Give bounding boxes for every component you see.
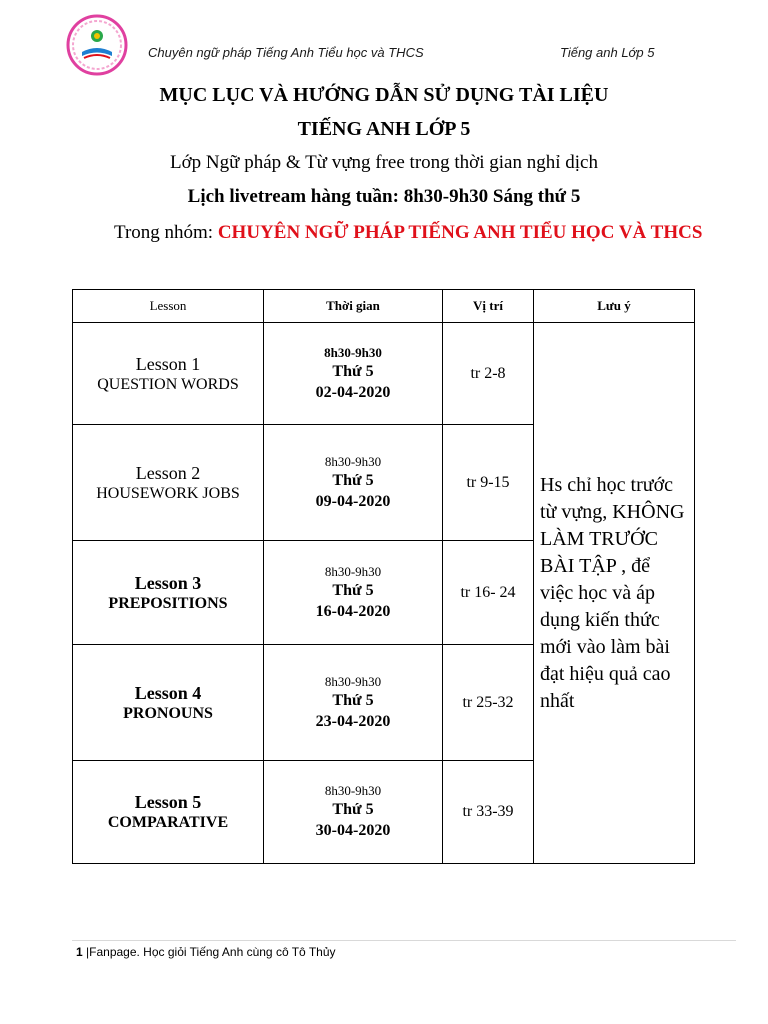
document-title: MỤC LỤC VÀ HƯỚNG DẪN SỬ DỤNG TÀI LIỆU [159,84,609,106]
lesson-date: 02-04-2020 [315,383,391,401]
lesson-number: Lesson 5 [134,792,202,812]
page-range: tr 2-8 [443,323,534,425]
lesson-time: 8h30-9h30 [324,673,382,689]
header-lesson: Lesson [73,290,264,323]
page-range: tr 9-15 [443,425,534,541]
study-note: Hs chỉ học trước từ vựng, KHÔNG LÀM TRƯỚC BÀI TẬP , để việc học và áp dụng kiến thức mới vào làm bài đạt hiệu quả cao nhất [534,323,695,864]
lesson-time: 8h30-9h30 [324,453,382,469]
footer-divider [72,940,736,941]
lesson-topic: PREPOSITIONS [108,594,228,612]
group-name: CHUYÊN NGỮ PHÁP TIẾNG ANH TIỂU HỌC VÀ THCS [217,222,703,243]
class-description: Lớp Ngữ pháp & Từ vựng free trong thời gian nghỉ dịch [170,152,598,173]
time-cell [264,323,443,425]
page-range: tr 25-32 [443,645,534,761]
lesson-cell [73,425,264,541]
lesson-cell [73,761,264,864]
lesson-date: 30-04-2020 [315,822,391,839]
group-line [114,222,702,244]
lesson-number: Lesson 2 [135,462,201,483]
footer-separator: | [82,945,90,959]
footer-text: Fanpage. Học giỏi Tiếng Anh cùng cô Tô Thủy [89,945,336,959]
lesson-topic: COMPARATIVE [107,814,229,831]
header-location: Vị trí [443,290,534,323]
lesson-number: Lesson 4 [134,682,202,703]
time-cell [264,541,443,645]
lesson-topic: HOUSEWORK JOBS [96,484,240,502]
footer [76,945,336,959]
lesson-date: 23-04-2020 [315,712,391,730]
lesson-number: Lesson 3 [134,572,202,593]
table-header-row [73,290,695,323]
lesson-cell [73,645,264,761]
page-range: tr 33-39 [443,761,534,864]
school-logo [66,14,128,76]
lesson-number: Lesson 1 [135,353,201,374]
document-subtitle: TIẾNG ANH LỚP 5 [297,118,471,140]
time-cell [264,425,443,541]
time-cell [264,645,443,761]
page-range: tr 16- 24 [443,541,534,645]
header-time: Thời gian [264,290,443,323]
lesson-day: Thứ 5 [332,471,374,489]
header-note: Lưu ý [534,290,695,323]
lesson-day: Thứ 5 [332,801,374,818]
lesson-day: Thứ 5 [332,362,374,380]
page-number: 1 [76,945,83,959]
lesson-cell [73,541,264,645]
group-prefix: Trong nhóm: [114,222,218,243]
lesson-time: 8h30-9h30 [324,783,382,798]
lesson-date: 16-04-2020 [315,602,391,620]
header-left-text: Chuyên ngữ pháp Tiếng Anh Tiểu học và THCS [148,45,424,60]
livestream-schedule: Lịch livetream hàng tuần: 8h30-9h30 Sáng thứ 5 [187,186,581,207]
lesson-time: 8h30-9h30 [324,344,382,360]
lesson-cell [73,323,264,425]
lesson-day: Thứ 5 [332,691,374,709]
time-cell [264,761,443,864]
lesson-day: Thứ 5 [332,581,374,599]
lesson-topic: QUESTION WORDS [97,375,239,393]
table-row [73,323,695,425]
lesson-table [72,289,695,864]
lesson-time: 8h30-9h30 [324,563,382,579]
lesson-topic: PRONOUNS [123,704,213,722]
lesson-date: 09-04-2020 [315,492,391,510]
header-right-text: Tiếng anh Lớp 5 [560,45,655,60]
